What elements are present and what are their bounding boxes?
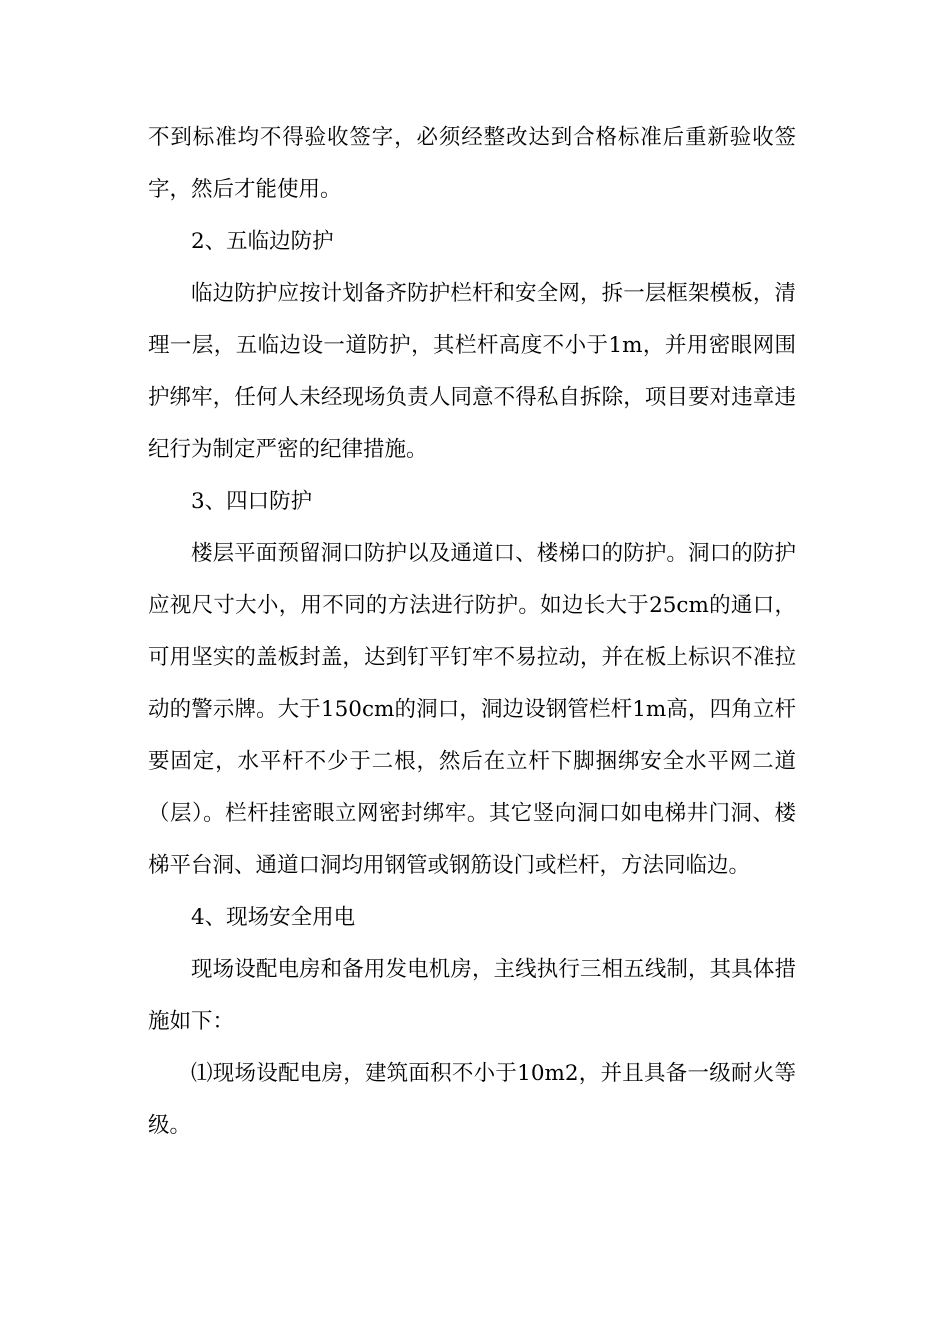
section-heading-electrical-safety: 4、现场安全用电	[191, 905, 356, 930]
paragraph-opening-protection: 楼层平面预留洞口防护以及通道口、楼梯口的防护。洞口的防护应视尺寸大小，用不同的方法进行防护。如边长大于25cm的通口，可用坚实的盖板封盖，达到钉平钉牢不易拉动，并在板上标识不准拉动的警示牌。大于150cm的洞口，洞边设钢管栏杆1m高，四角立杆要固定，水平杆不少于二根，然后在立杆下脚捆绑安全水平网二道（层）。栏杆挂密眼立网密封绑牢。其它竖向洞口如电梯井门洞、楼梯平台洞、通道口洞均用钢管或钢筋设门或栏杆，方法同临边。	[148, 541, 796, 878]
paragraph-electrical-safety: 现场设配电房和备用发电机房，主线执行三相五线制，其具体措施如下：	[148, 957, 796, 1034]
section-heading-edge-protection: 2、五临边防护	[191, 229, 334, 254]
list-item-distribution-room: ⑴现场设配电房，建筑面积不小于10m2，并且具备一级耐火等级。	[148, 1061, 796, 1138]
paragraph-edge-protection: 临边防护应按计划备齐防护栏杆和安全网，拆一层框架模板，清理一层，五临边设一道防护，其栏杆高度不小于1m，并用密眼网围护绑牢，任何人未经现场负责人同意不得私自拆除，项目要对违章违纪行为制定严密的纪律措施。	[148, 281, 796, 462]
document-body	[148, 112, 796, 1152]
section-heading-opening-protection: 3、四口防护	[191, 489, 313, 514]
paragraph-continuation: 不到标准均不得验收签字，必须经整改达到合格标准后重新验收签字，然后才能使用。	[148, 125, 796, 202]
